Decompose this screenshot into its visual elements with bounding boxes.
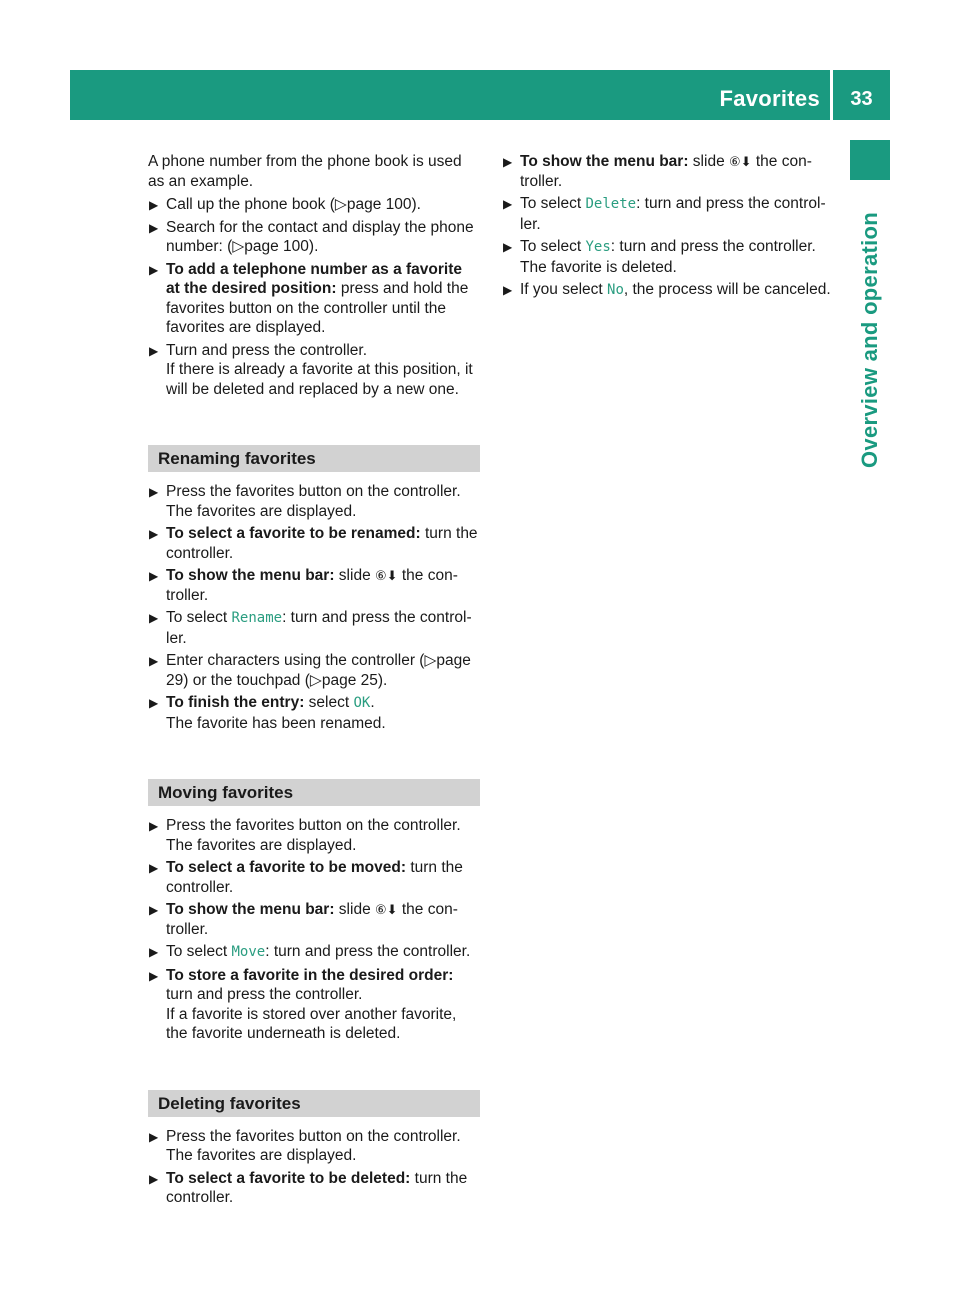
bullet-arrow-icon: ▶: [503, 197, 513, 211]
menu-item-yes: Yes: [585, 239, 611, 255]
bullet-arrow-icon: ▶: [149, 262, 159, 277]
page-ref-icon: ▷: [424, 652, 437, 669]
menu-item-delete: Delete: [585, 196, 637, 212]
moving-step-1: ▶ Press the favorites button on the controller. The favorites are displayed.: [149, 817, 461, 854]
bullet-arrow-icon: ▶: [149, 198, 159, 212]
bullet-arrow-icon: ▶: [503, 240, 513, 254]
bullet-arrow-icon: ▶: [149, 819, 159, 833]
section-heading-moving: Moving favorites: [148, 779, 480, 806]
bullet-arrow-icon: ▶: [149, 654, 159, 668]
bullet-arrow-icon: ▶: [149, 861, 159, 875]
intro-step-4: ▶ Turn and press the controller. If there is already a favorite at this position, it will be deleted and replaced by a new one.: [149, 341, 473, 398]
bullet-arrow-icon: ▶: [149, 343, 159, 358]
page-ref-icon: ▷: [309, 671, 322, 689]
deleting-step-6: ▶ If you select No, the process will be canceled.: [502, 280, 836, 301]
deleting-step-1: ▶ Press the favorites button on the controller. The favorites are displayed.: [149, 1127, 461, 1164]
menu-item-ok: OK: [353, 695, 371, 711]
bullet-arrow-icon: ▶: [149, 903, 159, 917]
moving-step-5: ▶ To store a favorite in the desired order: turn and press the controller. If a favorite is stored over another favorite, the favorite underneath is deleted.: [149, 966, 457, 1042]
side-section-label: Overview and operation: [857, 211, 882, 469]
renaming-step-3: ▶ To show the menu bar: slide ⑥⬇ the con-troller.: [149, 567, 458, 604]
deleting-step-4: ▶ To select Delete: turn and press the control-ler.: [503, 195, 826, 233]
bullet-arrow-icon: ▶: [149, 1129, 159, 1144]
side-tab: [850, 140, 890, 180]
bullet-arrow-icon: ▶: [149, 1171, 159, 1186]
renaming-step-4: ▶ To select Rename: turn and press the control-ler.: [149, 609, 472, 647]
bullet-arrow-icon: ▶: [149, 968, 159, 983]
moving-step-4: ▶ To select Move: turn and press the controller.: [148, 942, 480, 963]
bullet-arrow-icon: ▶: [149, 611, 159, 625]
section-heading-renaming: Renaming favorites: [148, 445, 480, 472]
bullet-arrow-icon: ▶: [503, 155, 513, 169]
deleting-step-5: ▶ To select Yes: turn and press the controller. The favorite is deleted.: [503, 238, 816, 276]
deleting-step-3: ▶ To show the menu bar: slide ⑥⬇ the con-troller.: [503, 153, 812, 190]
header-title: Favorites: [719, 86, 820, 111]
deleting-step-2: ▶ To select a favorite to be deleted: turn the controller.: [149, 1169, 468, 1206]
section-heading-deleting: Deleting favorites: [148, 1090, 480, 1117]
moving-step-3: ▶ To show the menu bar: slide ⑥⬇ the con-troller.: [149, 901, 458, 938]
controller-slide-icon: ⑥⬇: [729, 154, 752, 169]
left-column: [148, 152, 480, 1211]
bullet-arrow-icon: ▶: [149, 945, 159, 959]
menu-item-no: No: [607, 282, 624, 298]
renaming-step-6: ▶ To finish the entry: select OK. The favorite has been renamed.: [149, 694, 386, 732]
page-number: 33: [850, 88, 873, 110]
page-ref-icon: ▷: [232, 238, 245, 255]
controller-slide-icon: ⑥⬇: [375, 568, 398, 583]
bullet-arrow-icon: ▶: [149, 527, 159, 541]
intro-paragraph: A phone number from the phone book is used as an example.: [148, 153, 462, 190]
menu-item-rename: Rename: [231, 610, 283, 626]
bullet-arrow-icon: ▶: [149, 696, 159, 710]
menu-item-move: Move: [231, 944, 266, 960]
bullet-arrow-icon: ▶: [503, 283, 513, 297]
bullet-arrow-icon: ▶: [149, 220, 159, 235]
bullet-arrow-icon: ▶: [149, 569, 159, 583]
controller-slide-icon: ⑥⬇: [375, 902, 398, 917]
renaming-step-5: ▶ Enter characters using the controller (▷page 29) or the touchpad (▷page 25).: [149, 652, 471, 689]
intro-step-1: ▶ Call up the phone book (▷page 100).: [148, 195, 480, 215]
intro-step-2: ▶ Search for the contact and display the phone number: (▷page 100).: [149, 218, 474, 255]
intro-step-3: ▶ To add a telephone number as a favorite at the desired position: press and hold the favorites button on the controller until the favorites are displayed.: [149, 260, 469, 336]
bullet-arrow-icon: ▶: [149, 485, 159, 499]
renaming-step-1: ▶ Press the favorites button on the controller. The favorites are displayed.: [149, 483, 461, 520]
renaming-step-2: ▶ To select a favorite to be renamed: turn the controller.: [149, 525, 478, 562]
moving-step-2: ▶ To select a favorite to be moved: turn the controller.: [149, 859, 463, 896]
right-column: [502, 152, 836, 304]
page-ref-icon: ▷: [334, 196, 347, 213]
